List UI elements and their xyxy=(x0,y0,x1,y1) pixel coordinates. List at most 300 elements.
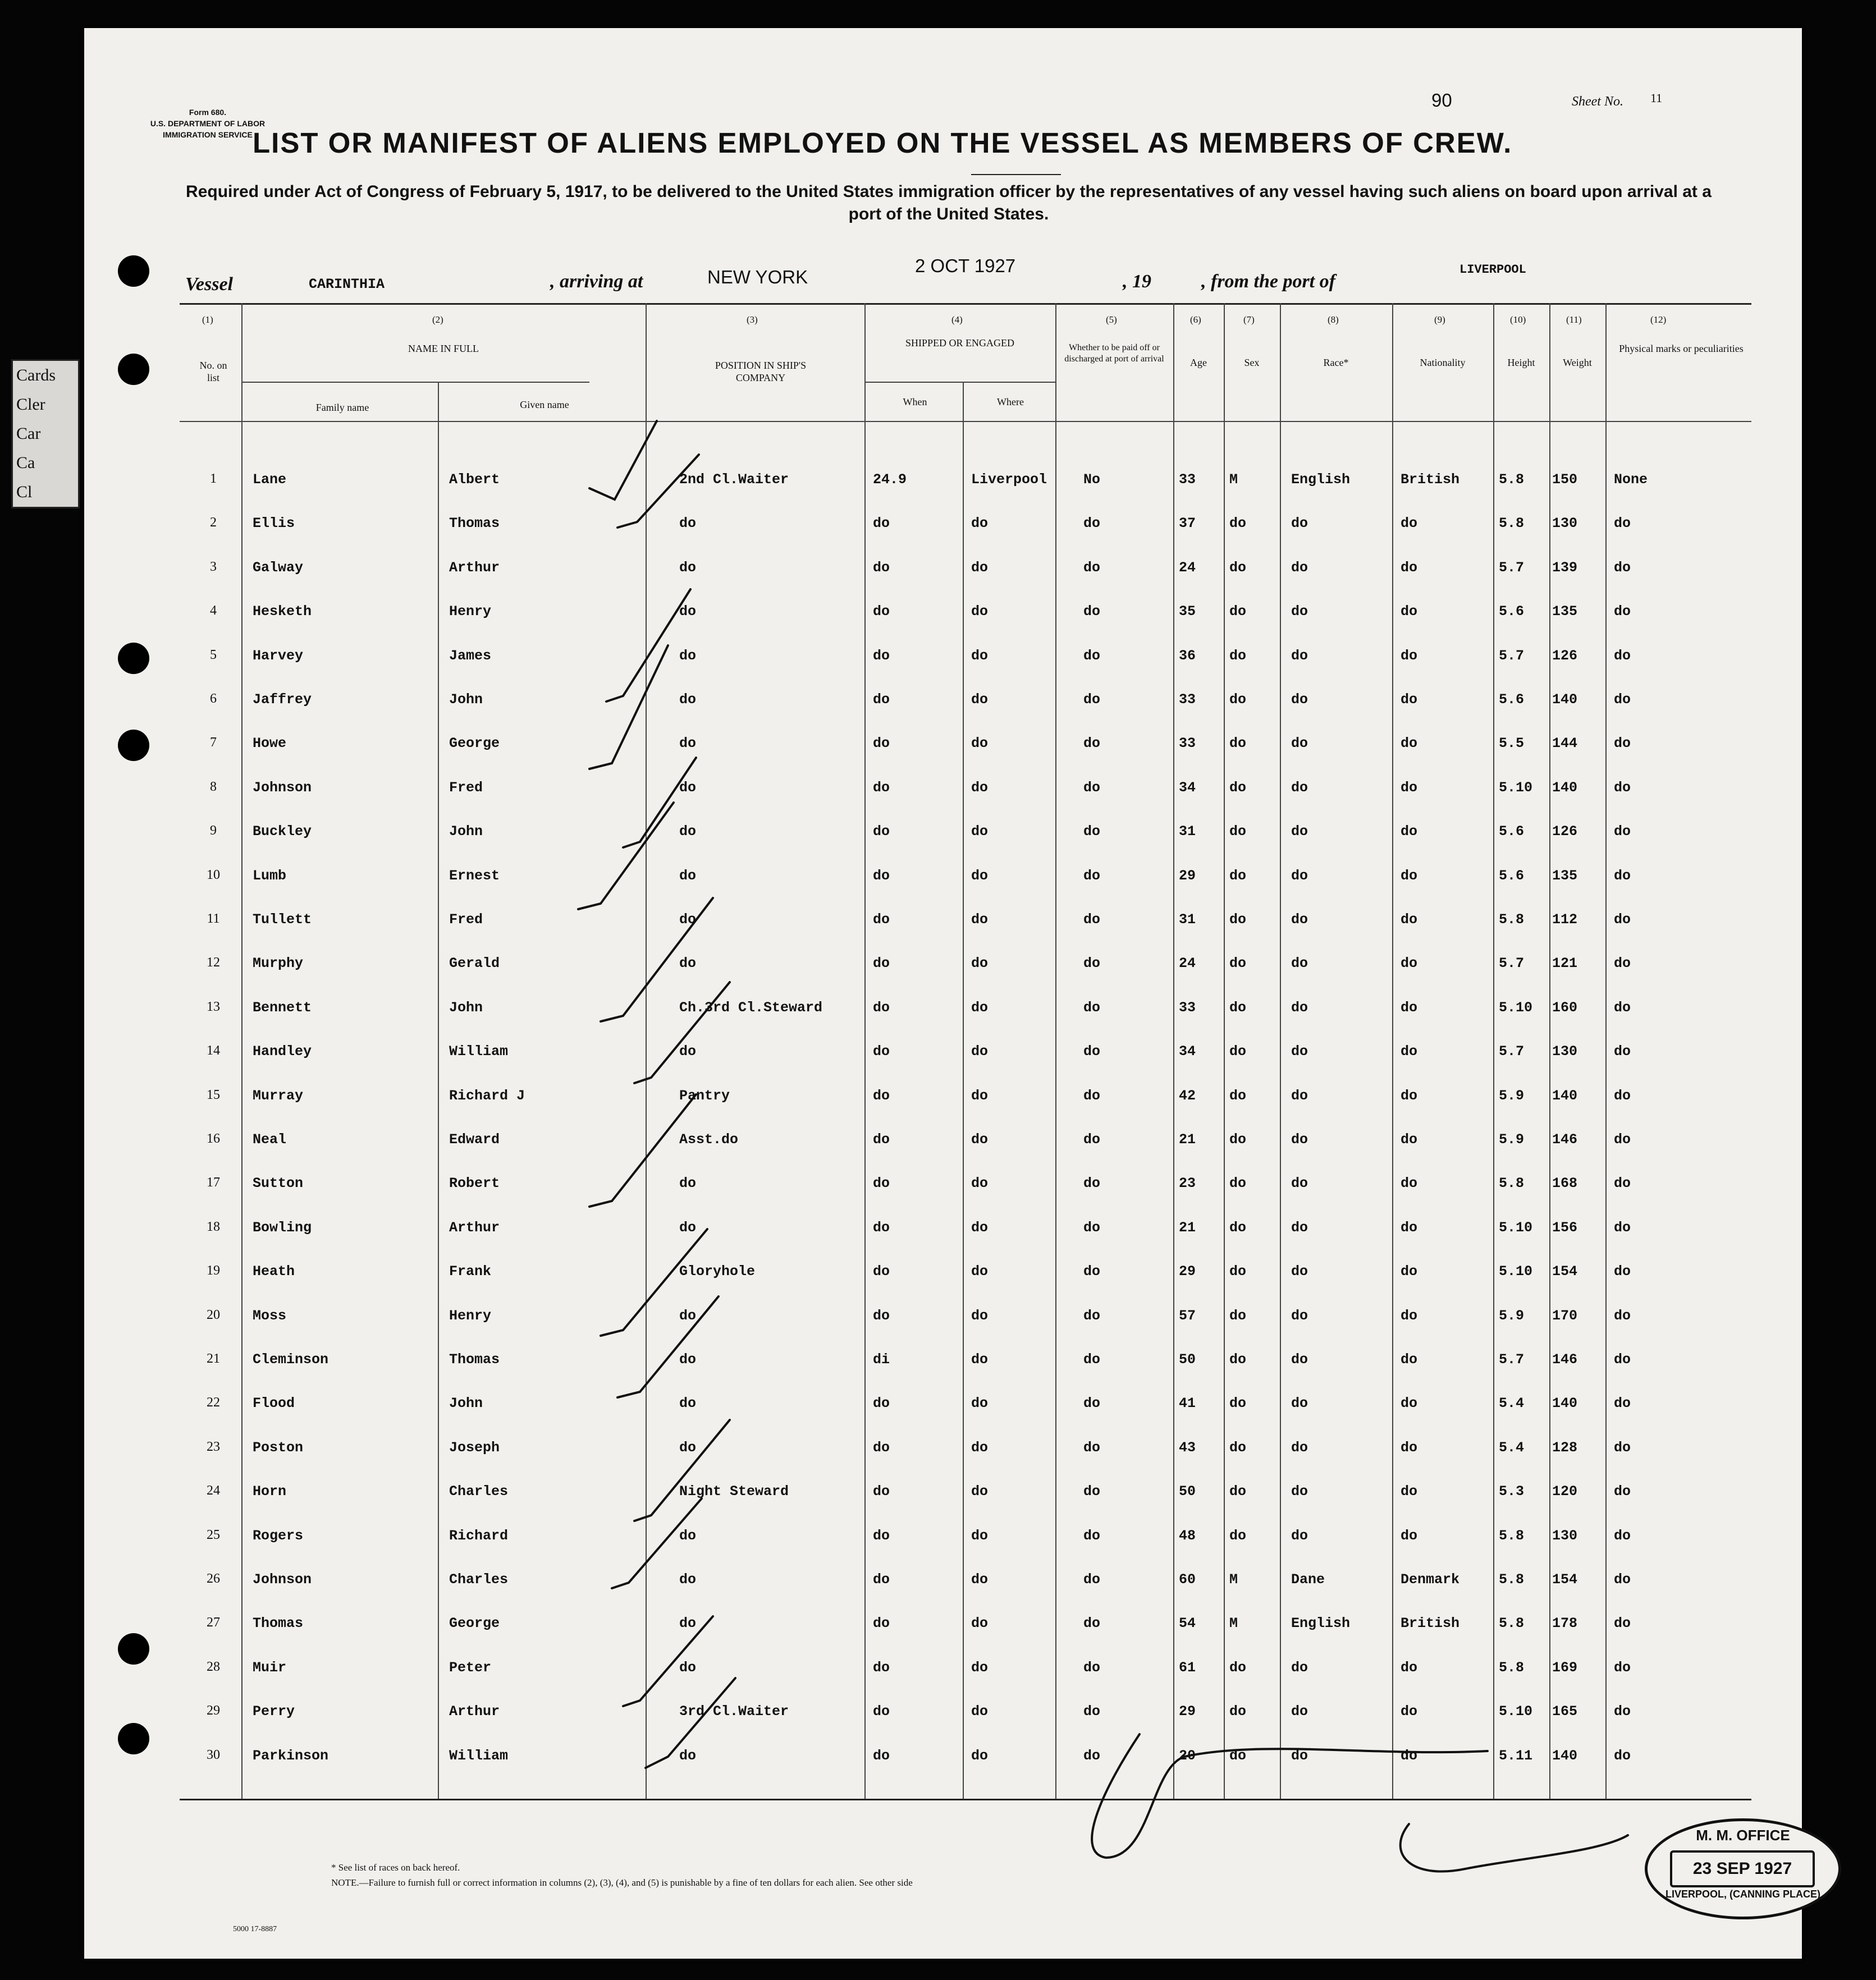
cell-race: do xyxy=(1291,1395,1308,1412)
cell-nationality: do xyxy=(1401,603,1418,620)
header-family-name: Family name xyxy=(315,402,369,413)
cell-position: Ch.3rd Cl.Steward xyxy=(679,999,823,1016)
cell-when: do xyxy=(873,1483,890,1500)
cell-age: 31 xyxy=(1179,911,1196,928)
cell-height: 5.10 xyxy=(1499,999,1533,1016)
cell-weight: 128 xyxy=(1552,1439,1578,1456)
column-number: (1) xyxy=(202,314,213,325)
cell-sex: M xyxy=(1229,1571,1238,1588)
cell-weight: 135 xyxy=(1552,867,1578,884)
cell-sex: do xyxy=(1229,779,1247,796)
cell-where: do xyxy=(971,867,989,884)
from-label: , from the port of xyxy=(1201,271,1335,292)
header-name-in-full: NAME IN FULL xyxy=(408,343,479,354)
cell-given: Charles xyxy=(449,1571,509,1588)
cell-no: 10 xyxy=(207,867,220,882)
cell-given: Fred xyxy=(449,779,483,796)
cell-height: 5.8 xyxy=(1499,911,1525,928)
footnote-races: * See list of races on back hereof. xyxy=(331,1862,460,1873)
department-name: U.S. DEPARTMENT OF LABOR xyxy=(150,119,266,128)
cell-sex: do xyxy=(1229,691,1247,708)
cell-sex: do xyxy=(1229,1263,1247,1280)
print-code: 5000 17-8887 xyxy=(233,1925,277,1933)
cell-paid: do xyxy=(1083,647,1101,664)
cell-race: do xyxy=(1291,955,1308,972)
cell-no: 17 xyxy=(207,1175,220,1190)
cell-when: do xyxy=(873,1659,890,1676)
cell-nationality: do xyxy=(1401,1483,1418,1500)
cell-position: do xyxy=(679,1615,697,1632)
cell-where: do xyxy=(971,735,989,752)
cell-no: 30 xyxy=(207,1747,220,1762)
cell-family: Perry xyxy=(253,1703,295,1720)
cell-family: Hesketh xyxy=(253,603,312,620)
cell-position: 2nd Cl.Waiter xyxy=(679,471,789,488)
cell-given: John xyxy=(449,1395,483,1412)
cell-family: Sutton xyxy=(253,1175,304,1192)
cell-position: Asst.do xyxy=(679,1131,739,1148)
cell-weight: 140 xyxy=(1552,691,1578,708)
cell-weight: 120 xyxy=(1552,1483,1578,1500)
cell-when: do xyxy=(873,559,890,576)
cell-when: do xyxy=(873,691,890,708)
header-where: Where xyxy=(997,396,1024,407)
cell-when: do xyxy=(873,1087,890,1104)
cell-sex: do xyxy=(1229,1219,1247,1236)
cell-when: do xyxy=(873,867,890,884)
cell-weight: 130 xyxy=(1552,515,1578,532)
cell-weight: 178 xyxy=(1552,1615,1578,1632)
cell-when: do xyxy=(873,735,890,752)
cell-marks: do xyxy=(1614,1615,1631,1632)
cell-height: 5.10 xyxy=(1499,1703,1533,1720)
sheet-number: 11 xyxy=(1650,91,1663,105)
cell-where: do xyxy=(971,1087,989,1104)
cell-height: 5.10 xyxy=(1499,1263,1533,1280)
cell-given: William xyxy=(449,1747,509,1764)
cell-no: 9 xyxy=(210,823,217,838)
cell-position: do xyxy=(679,1571,697,1588)
form-number: Form 680. xyxy=(189,108,227,117)
cell-weight: 130 xyxy=(1552,1527,1578,1544)
cell-height: 5.8 xyxy=(1499,1615,1525,1632)
cell-when: do xyxy=(873,1043,890,1060)
cell-sex: do xyxy=(1229,735,1247,752)
cell-no: 29 xyxy=(207,1703,220,1718)
cell-no: 20 xyxy=(207,1307,220,1322)
cell-when: do xyxy=(873,1527,890,1544)
cell-height: 5.9 xyxy=(1499,1131,1525,1148)
cell-no: 1 xyxy=(210,471,217,486)
cell-weight: 156 xyxy=(1552,1219,1578,1236)
handwritten-check-marks xyxy=(84,28,1802,1959)
cell-sex: do xyxy=(1229,647,1247,664)
cell-paid: do xyxy=(1083,1659,1101,1676)
cell-race: do xyxy=(1291,515,1308,532)
cell-given: Henry xyxy=(449,603,492,620)
cell-marks: do xyxy=(1614,1043,1631,1060)
cell-race: do xyxy=(1291,911,1308,928)
cell-height: 5.7 xyxy=(1499,647,1525,664)
cell-family: Heath xyxy=(253,1263,295,1280)
cell-nationality: do xyxy=(1401,1131,1418,1148)
cell-when: do xyxy=(873,911,890,928)
cell-marks: do xyxy=(1614,1219,1631,1236)
cell-paid: do xyxy=(1083,691,1101,708)
cell-paid: do xyxy=(1083,867,1101,884)
cell-marks: do xyxy=(1614,911,1631,928)
cell-where: do xyxy=(971,1659,989,1676)
cell-weight: 112 xyxy=(1552,911,1578,928)
column-number: (8) xyxy=(1328,314,1339,325)
cell-where: do xyxy=(971,1175,989,1192)
cell-sex: do xyxy=(1229,1043,1247,1060)
cell-age: 24 xyxy=(1179,559,1196,576)
cell-height: 5.7 xyxy=(1499,1351,1525,1368)
cell-where: do xyxy=(971,1131,989,1148)
cell-where: do xyxy=(971,911,989,928)
cell-where: do xyxy=(971,1043,989,1060)
cell-race: do xyxy=(1291,691,1308,708)
cell-marks: do xyxy=(1614,999,1631,1016)
cell-when: do xyxy=(873,999,890,1016)
cell-given: George xyxy=(449,735,500,752)
cell-marks: do xyxy=(1614,1263,1631,1280)
cell-no: 24 xyxy=(207,1483,220,1498)
cell-height: 5.5 xyxy=(1499,735,1525,752)
service-name: IMMIGRATION SERVICE xyxy=(163,130,253,139)
cell-when: do xyxy=(873,1131,890,1148)
cell-marks: do xyxy=(1614,559,1631,576)
cell-marks: do xyxy=(1614,1747,1631,1764)
cell-no: 3 xyxy=(210,559,217,574)
cell-age: 50 xyxy=(1179,1483,1196,1500)
stamp-date: 23 SEP 1927 xyxy=(1670,1850,1815,1887)
cell-given: William xyxy=(449,1043,509,1060)
cell-sex: do xyxy=(1229,1395,1247,1412)
cell-nationality: British xyxy=(1401,1615,1460,1632)
cell-paid: do xyxy=(1083,779,1101,796)
cell-paid: do xyxy=(1083,1703,1101,1720)
column-number: (11) xyxy=(1566,314,1582,325)
cell-given: John xyxy=(449,691,483,708)
cell-given: Thomas xyxy=(449,515,500,532)
cell-nationality: do xyxy=(1401,1043,1418,1060)
mm-office-stamp xyxy=(1645,1818,1841,1919)
cell-where: do xyxy=(971,1263,989,1280)
column-number: (5) xyxy=(1106,314,1117,325)
page-title: LIST OR MANIFEST OF ALIENS EMPLOYED ON THE VESSEL AS MEMBERS OF CREW. xyxy=(253,127,1513,159)
cell-family: Horn xyxy=(253,1483,287,1500)
cell-paid: do xyxy=(1083,1439,1101,1456)
cell-nationality: do xyxy=(1401,1263,1418,1280)
cell-given: Henry xyxy=(449,1307,492,1324)
cell-paid: do xyxy=(1083,735,1101,752)
cell-race: do xyxy=(1291,779,1308,796)
stamp-office: M. M. OFFICE xyxy=(1696,1827,1790,1844)
cell-family: Cleminson xyxy=(253,1351,329,1368)
cell-race: do xyxy=(1291,867,1308,884)
cell-height: 5.8 xyxy=(1499,471,1525,488)
cell-marks: do xyxy=(1614,1483,1631,1500)
header-when: When xyxy=(903,396,927,407)
cell-sex: do xyxy=(1229,1131,1247,1148)
cell-no: 27 xyxy=(207,1615,220,1630)
cell-family: Handley xyxy=(253,1043,312,1060)
cell-nationality: do xyxy=(1401,735,1418,752)
header-weight: Weight xyxy=(1563,357,1592,368)
cell-nationality: do xyxy=(1401,515,1418,532)
cell-family: Murphy xyxy=(253,955,304,972)
cell-sex: do xyxy=(1229,867,1247,884)
cell-marks: do xyxy=(1614,1351,1631,1368)
cell-no: 11 xyxy=(207,911,220,926)
cell-given: Robert xyxy=(449,1175,500,1192)
cell-when: do xyxy=(873,955,890,972)
cell-age: 43 xyxy=(1179,1439,1196,1456)
cell-sex: do xyxy=(1229,999,1247,1016)
cell-when: do xyxy=(873,1219,890,1236)
cell-position: do xyxy=(679,955,697,972)
cell-paid: do xyxy=(1083,1175,1101,1192)
cell-race: do xyxy=(1291,1483,1308,1500)
cell-marks: do xyxy=(1614,1087,1631,1104)
cell-no: 28 xyxy=(207,1659,220,1674)
cell-position: do xyxy=(679,735,697,752)
left-strip-line: Car xyxy=(16,424,41,443)
cell-no: 6 xyxy=(210,691,217,706)
cell-weight: 146 xyxy=(1552,1131,1578,1148)
column-number: (3) xyxy=(747,314,758,325)
header-no-on-list: No. on list xyxy=(199,360,227,383)
vessel-label: Vessel xyxy=(185,274,233,295)
cell-position: do xyxy=(679,559,697,576)
cell-family: Bennett xyxy=(253,999,312,1016)
cell-weight: 130 xyxy=(1552,1043,1578,1060)
cell-paid: do xyxy=(1083,1087,1101,1104)
cell-height: 5.6 xyxy=(1499,603,1525,620)
cell-paid: do xyxy=(1083,1043,1101,1060)
cell-sex: do xyxy=(1229,1747,1247,1764)
cell-no: 18 xyxy=(207,1219,220,1234)
cell-age: 21 xyxy=(1179,1219,1196,1236)
cell-sex: M xyxy=(1229,471,1238,488)
cell-paid: do xyxy=(1083,999,1101,1016)
cell-family: Johnson xyxy=(253,779,312,796)
left-strip-line: Ca xyxy=(16,453,35,472)
cell-paid: do xyxy=(1083,1527,1101,1544)
cell-age: 23 xyxy=(1179,1175,1196,1192)
cell-no: 12 xyxy=(207,955,220,970)
cell-race: English xyxy=(1291,1615,1351,1632)
cell-no: 4 xyxy=(210,603,217,618)
cell-weight: 121 xyxy=(1552,955,1578,972)
header-height: Height xyxy=(1507,357,1535,368)
cell-height: 5.8 xyxy=(1499,1659,1525,1676)
cell-nationality: do xyxy=(1401,867,1418,884)
cell-paid: do xyxy=(1083,515,1101,532)
cell-given: Albert xyxy=(449,471,500,488)
cell-weight: 135 xyxy=(1552,603,1578,620)
cell-sex: do xyxy=(1229,1175,1247,1192)
cell-marks: do xyxy=(1614,823,1631,840)
cell-paid: do xyxy=(1083,1263,1101,1280)
cell-given: Richard xyxy=(449,1527,509,1544)
cell-given: Frank xyxy=(449,1263,492,1280)
cell-given: Joseph xyxy=(449,1439,500,1456)
cell-marks: do xyxy=(1614,1439,1631,1456)
cell-when: do xyxy=(873,1571,890,1588)
cell-weight: 168 xyxy=(1552,1175,1578,1192)
column-number: (12) xyxy=(1650,314,1667,325)
cell-race: do xyxy=(1291,1263,1308,1280)
cell-marks: do xyxy=(1614,515,1631,532)
cell-given: James xyxy=(449,647,492,664)
cell-height: 5.7 xyxy=(1499,559,1525,576)
cell-position: do xyxy=(679,823,697,840)
cell-sex: do xyxy=(1229,559,1247,576)
footnote-penalty: NOTE.—Failure to furnish full or correct information in columns (2), (3), (4), and (5) is punishable by a fine of ten dollars for each alien. See other side xyxy=(331,1877,913,1888)
vessel-name: CARINTHIA xyxy=(309,276,385,292)
cell-where: Liverpool xyxy=(971,471,1047,488)
header-age: Age xyxy=(1190,357,1207,368)
cell-marks: None xyxy=(1614,471,1648,488)
cell-race: do xyxy=(1291,1131,1308,1148)
cell-nationality: do xyxy=(1401,823,1418,840)
cell-family: Harvey xyxy=(253,647,304,664)
cell-nationality: do xyxy=(1401,647,1418,664)
cell-no: 25 xyxy=(207,1527,220,1542)
cell-family: Buckley xyxy=(253,823,312,840)
cell-race: do xyxy=(1291,735,1308,752)
cell-position: do xyxy=(679,1439,697,1456)
cell-no: 7 xyxy=(210,735,217,750)
cell-given: John xyxy=(449,823,483,840)
cell-height: 5.9 xyxy=(1499,1307,1525,1324)
cell-race: do xyxy=(1291,1219,1308,1236)
cell-nationality: do xyxy=(1401,1703,1418,1720)
column-number: (6) xyxy=(1190,314,1201,325)
cell-weight: 170 xyxy=(1552,1307,1578,1324)
cell-nationality: do xyxy=(1401,1087,1418,1104)
left-strip-line: Cler xyxy=(16,395,45,414)
cell-race: do xyxy=(1291,603,1308,620)
cell-marks: do xyxy=(1614,1659,1631,1676)
cell-family: Neal xyxy=(253,1131,287,1148)
cell-where: do xyxy=(971,999,989,1016)
cell-no: 8 xyxy=(210,779,217,794)
cell-marks: do xyxy=(1614,1395,1631,1412)
cell-nationality: do xyxy=(1401,1439,1418,1456)
cell-age: 37 xyxy=(1179,515,1196,532)
cell-sex: do xyxy=(1229,1087,1247,1104)
cell-when: do xyxy=(873,647,890,664)
header-position: POSITION IN SHIP'S COMPANY xyxy=(715,360,807,383)
cell-marks: do xyxy=(1614,1527,1631,1544)
cell-age: 29 xyxy=(1179,1263,1196,1280)
cell-no: 16 xyxy=(207,1131,220,1146)
cell-sex: do xyxy=(1229,603,1247,620)
cell-where: do xyxy=(971,1395,989,1412)
cell-race: English xyxy=(1291,471,1351,488)
cell-marks: do xyxy=(1614,1571,1631,1588)
cell-position: Pantry xyxy=(679,1087,730,1104)
cell-marks: do xyxy=(1614,779,1631,796)
cell-family: Rogers xyxy=(253,1527,304,1544)
cell-family: Jaffrey xyxy=(253,691,312,708)
cell-marks: do xyxy=(1614,735,1631,752)
cell-where: do xyxy=(971,1219,989,1236)
cell-when: do xyxy=(873,515,890,532)
cell-weight: 140 xyxy=(1552,1087,1578,1104)
cell-sex: do xyxy=(1229,1351,1247,1368)
cell-height: 5.11 xyxy=(1499,1747,1533,1764)
cell-no: 13 xyxy=(207,999,220,1014)
cell-marks: do xyxy=(1614,1175,1631,1192)
cell-nationality: do xyxy=(1401,1395,1418,1412)
cell-race: do xyxy=(1291,1307,1308,1324)
cell-given: Arthur xyxy=(449,559,500,576)
cell-where: do xyxy=(971,823,989,840)
cell-no: 15 xyxy=(207,1087,220,1102)
cell-position: do xyxy=(679,647,697,664)
cell-age: 33 xyxy=(1179,471,1196,488)
cell-sex: do xyxy=(1229,1703,1247,1720)
cell-age: 60 xyxy=(1179,1571,1196,1588)
cell-when: do xyxy=(873,1615,890,1632)
cell-where: do xyxy=(971,559,989,576)
cell-paid: do xyxy=(1083,1307,1101,1324)
cell-marks: do xyxy=(1614,691,1631,708)
cell-when: do xyxy=(873,603,890,620)
cell-family: Tullett xyxy=(253,911,312,928)
cell-height: 5.7 xyxy=(1499,1043,1525,1060)
cell-height: 5.3 xyxy=(1499,1483,1525,1500)
cell-where: do xyxy=(971,1307,989,1324)
cell-weight: 154 xyxy=(1552,1571,1578,1588)
cell-height: 5.8 xyxy=(1499,1175,1525,1192)
cell-position: Night Steward xyxy=(679,1483,789,1500)
cell-age: 29 xyxy=(1179,1703,1196,1720)
cell-paid: do xyxy=(1083,1747,1101,1764)
cell-where: do xyxy=(971,691,989,708)
cell-race: Dane xyxy=(1291,1571,1325,1588)
cell-paid: do xyxy=(1083,559,1101,576)
cell-sex: do xyxy=(1229,1483,1247,1500)
cell-family: Parkinson xyxy=(253,1747,329,1764)
header-given-name: Given name xyxy=(520,399,569,410)
cell-where: do xyxy=(971,647,989,664)
cell-height: 5.6 xyxy=(1499,691,1525,708)
cell-paid: No xyxy=(1083,471,1101,488)
cell-where: do xyxy=(971,955,989,972)
cell-race: do xyxy=(1291,1439,1308,1456)
cell-race: do xyxy=(1291,1747,1308,1764)
cell-where: do xyxy=(971,1615,989,1632)
cell-given: Arthur xyxy=(449,1703,500,1720)
cell-weight: 140 xyxy=(1552,779,1578,796)
cell-when: do xyxy=(873,1703,890,1720)
cell-weight: 126 xyxy=(1552,823,1578,840)
cell-paid: do xyxy=(1083,1615,1101,1632)
cell-family: Muir xyxy=(253,1659,287,1676)
left-strip-line: Cards xyxy=(16,366,56,384)
cell-paid: do xyxy=(1083,823,1101,840)
cell-where: do xyxy=(971,1527,989,1544)
cell-weight: 150 xyxy=(1552,471,1578,488)
arriving-label: , arriving at xyxy=(550,271,643,292)
cell-position: do xyxy=(679,1219,697,1236)
